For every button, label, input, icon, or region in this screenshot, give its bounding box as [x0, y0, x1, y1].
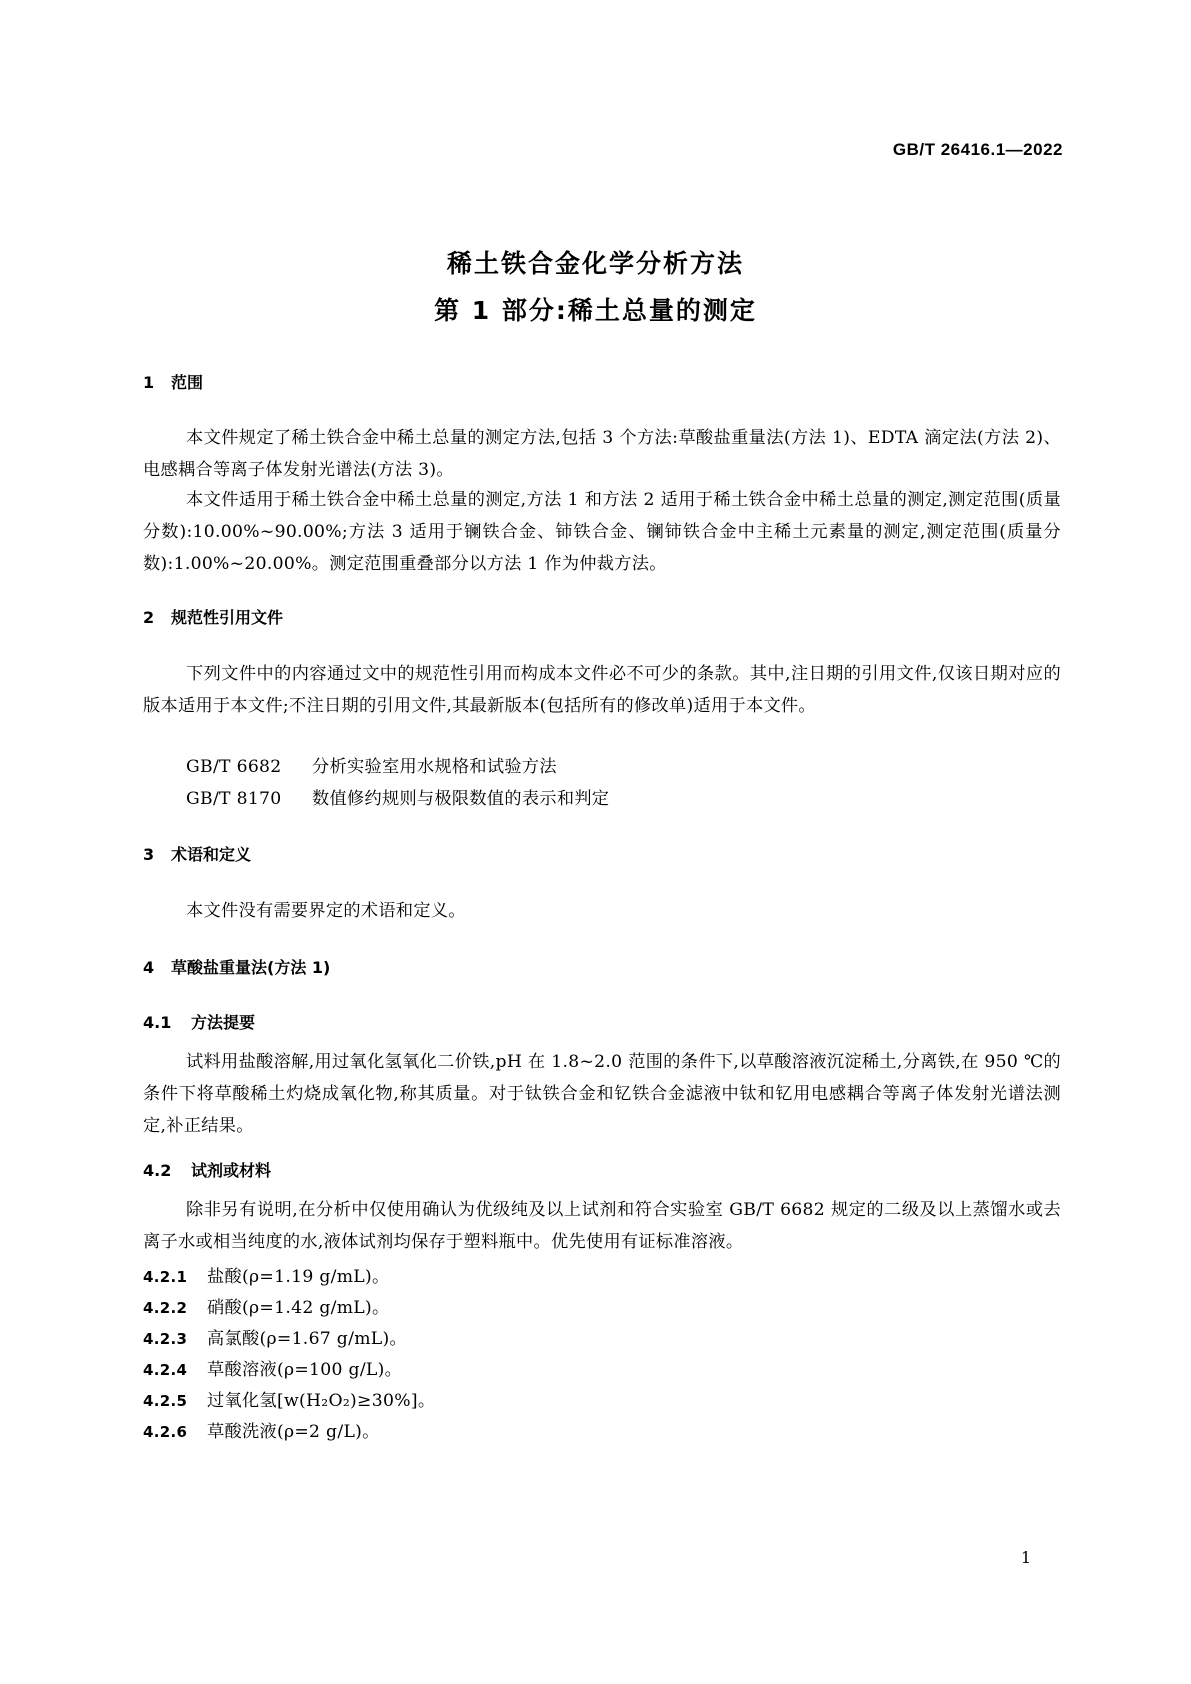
item-text: 草酸洗液(ρ=2 g/L)。 — [207, 1422, 380, 1442]
subsection-title: 试剂或材料 — [191, 1161, 272, 1180]
subsection-number: 4.1 — [143, 1013, 172, 1032]
document-title: 稀土铁合金化学分析方法 — [446, 249, 744, 278]
section-title: 术语和定义 — [171, 845, 252, 864]
item-text: 硝酸(ρ=1.42 g/mL)。 — [207, 1298, 390, 1318]
paragraph: 本文件没有需要界定的术语和定义。 — [186, 901, 466, 921]
page-number: 1 — [1020, 1548, 1031, 1567]
item-number: 4.2.6 — [143, 1423, 188, 1441]
section-2-heading — [143, 605, 283, 628]
section-number: 4 — [143, 958, 155, 977]
item-number: 4.2.5 — [143, 1392, 188, 1410]
item-number: 4.2.3 — [143, 1330, 188, 1348]
section-number: 2 — [143, 608, 155, 627]
subsection-title: 方法提要 — [191, 1013, 256, 1032]
section-4-heading — [143, 955, 330, 978]
item-text: 草酸溶液(ρ=100 g/L)。 — [207, 1360, 403, 1380]
reagent-item — [143, 1386, 435, 1411]
section-number: 3 — [143, 845, 155, 864]
section-title: 草酸盐重量法(方法 1) — [171, 958, 331, 977]
item-text: 过氧化氢[w(H₂O₂)≥30%]。 — [207, 1391, 436, 1411]
subsection-4-2-heading — [143, 1158, 271, 1181]
reagent-item — [143, 1293, 390, 1318]
item-number: 4.2.2 — [143, 1299, 188, 1317]
reference-title: 分析实验室用水规格和试验方法 — [312, 757, 557, 777]
paragraph: 本文件规定了稀土铁合金中稀土总量的测定方法,包括 3 个方法:草酸盐重量法(方法 1)、EDTA 滴定法(方法 2)、电感耦合等离子体发射光谱法(方法 3)。 — [143, 428, 1061, 480]
paragraph: 除非另有说明,在分析中仅使用确认为优级纯及以上试剂和符合实验室 GB/T 6682 规定的二级及以上蒸馏水或去离子水或相当纯度的水,液体试剂均保存于塑料瓶中。优先使用有证标准溶液。 — [143, 1200, 1061, 1252]
item-number: 4.2.1 — [143, 1268, 188, 1286]
subsection-4-1-heading — [143, 1010, 255, 1033]
item-number: 4.2.4 — [143, 1361, 188, 1379]
section-number: 1 — [143, 373, 155, 392]
standard-number: GB/T 26416.1—2022 — [892, 140, 1063, 159]
reference-item — [186, 752, 557, 777]
item-text: 高氯酸(ρ=1.67 g/mL)。 — [207, 1329, 408, 1349]
paragraph: 下列文件中的内容通过文中的规范性引用而构成本文件必不可少的条款。其中,注日期的引用文件,仅该日期对应的版本适用于本文件;不注日期的引用文件,其最新版本(包括所有的修改单)适用于本文件。 — [143, 664, 1061, 716]
reagent-item — [143, 1417, 380, 1442]
section-3-heading — [143, 842, 251, 865]
section-1-heading — [143, 370, 203, 393]
section-title: 范围 — [171, 373, 204, 392]
reference-code: GB/T 8170 — [186, 789, 282, 809]
reference-title: 数值修约规则与极限数值的表示和判定 — [312, 789, 610, 809]
reagent-item — [143, 1262, 390, 1287]
reference-item — [186, 784, 609, 809]
document-subtitle: 第 1 部分:稀土总量的测定 — [434, 296, 757, 325]
reagent-item — [143, 1324, 407, 1349]
paragraph: 本文件适用于稀土铁合金中稀土总量的测定,方法 1 和方法 2 适用于稀土铁合金中稀土总量的测定,测定范围(质量分数):10.00%~90.00%;方法 3 适用于镧铁合金、铈铁合金、镧铈铁合金中主稀土元素量的测定,测定范围(质量分数):1.00%~20.00%。测定范围重叠部分以方法 1 作为仲裁方法。 — [143, 490, 1061, 574]
reference-code: GB/T 6682 — [186, 757, 282, 777]
subsection-number: 4.2 — [143, 1161, 172, 1180]
paragraph: 试料用盐酸溶解,用过氧化氢氧化二价铁,pH 在 1.8~2.0 范围的条件下,以草酸溶液沉淀稀土,分离铁,在 950 ℃的条件下将草酸稀土灼烧成氧化物,称其质量。对于钛铁合金和钇铁合金滤液中钛和钇用电感耦合等离子体发射光谱法测定,补正结果。 — [143, 1052, 1061, 1136]
section-title: 规范性引用文件 — [171, 608, 284, 627]
item-text: 盐酸(ρ=1.19 g/mL)。 — [207, 1267, 390, 1287]
reagent-item — [143, 1355, 402, 1380]
